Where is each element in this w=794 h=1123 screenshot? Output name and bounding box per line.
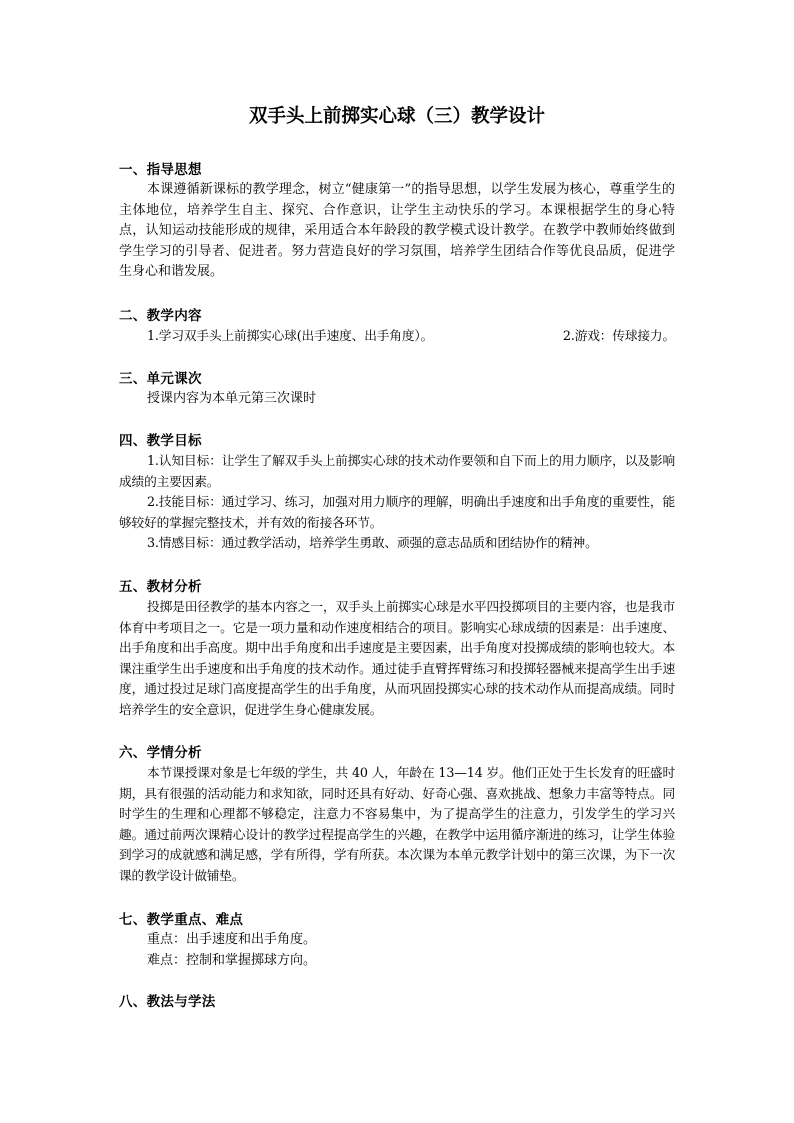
document-title: 双手头上前掷实心球（三）教学设计: [248, 106, 545, 127]
objective-emotional: 3.情感目标：通过教学活动，培养学生勇敢、顽强的意志品质和团结协作的精神。: [147, 535, 598, 550]
section-teaching-objectives: [119, 431, 675, 554]
section-heading: 四、教学目标: [119, 433, 202, 449]
section-line: 授课内容为本单元第三次课时: [147, 391, 317, 406]
section-paragraph: 投掷是田径教学的基本内容之一，双手头上前掷实心球是水平四投掷项目的主要内容，也是我市体育中考项目之一。它是一项力量和动作速度相结合的项目。影响实心球成绩的因素是：出手速度、出手角度和出手高度。期中出手角度和出手速度是主要因素，出手角度对投掷成绩的影响也较大。本课注重学生出手速度和出手角度的技术动作。通过徒手直臂挥臂练习和投掷轻器械来提高学生出手速度，通过投过足球门高度提高学生的出手角度，从而巩固投掷实心球的技术动作从而提高成绩。同时培养学生的安全意识，促进学生身心健康发展。: [119, 599, 675, 717]
section-student-analysis: [119, 743, 675, 886]
section-teaching-content: [119, 306, 675, 347]
section-heading: 六、学情分析: [119, 745, 202, 761]
section-guiding-ideology: [119, 160, 675, 283]
content-items-row: [119, 326, 675, 347]
section-key-points: [119, 910, 675, 971]
section-teaching-methods: [119, 992, 675, 1012]
difficult-point: 难点：控制和掌握掷球方向。: [147, 952, 317, 968]
section-paragraph: 本节课授课对象是七年级的学生，共 40 人，年龄在 13—14 岁。他们正处于生长发育的旺盛时期，具有很强的活动能力和求知欲，同时还具有好动、好奇心强、喜欢挑战、想象力丰富等特点。同时学生的生理和心理都不够稳定，注意力不容易集中，为了提高学生的注意力，引发学生的学习兴趣。通过前两次课精心设计的教学过程提高学生的兴趣，在教学中运用循序渐进的练习，让学生体验到学习的成就感和满足感，学有所得，学有所获。本次课为本单元教学计划中的第三次课，为下一次课的教学设计做铺垫。: [119, 765, 675, 883]
content-item: 1.学习双手头上前掷实心球(出手速度、出手角度）。: [147, 328, 434, 343]
section-material-analysis: [119, 577, 675, 720]
content-item: 2.游戏：传球接力。: [562, 328, 675, 343]
objective-skill: 2.技能目标：通过学习、练习，加强对用力顺序的理解，明确出手速度和出手角度的重要性，能够较好的掌握完整技术，并有效的衔接各环节。: [119, 494, 675, 530]
section-paragraph: 本课遵循新课标的教学理念，树立“健康第一”的指导思想，以学生发展为核心，尊重学生的主体地位，培养学生自主、探究、合作意识，让学生主动快乐的学习。本课根据学生的身心特点，认知运动技能形成的规律，采用适合本年龄段的教学模式设计教学。在教学中教师始终做到学生学习的引导者、促进者。努力营造良好的学习氛围，培养学生团结合作等优良品质，促进学生身心和谐发展。: [119, 182, 675, 279]
section-heading: 三、单元课次: [119, 371, 202, 387]
section-unit-lesson: [119, 369, 675, 410]
section-heading: 七、教学重点、难点: [119, 912, 244, 928]
section-heading: 八、教法与学法: [119, 994, 216, 1010]
objective-cognitive: 1.认知目标：让学生了解双手头上前掷实心球的技术动作要领和自下而上的用力顺序，以及影响成绩的主要因素。: [119, 453, 675, 489]
section-heading: 二、教学内容: [119, 308, 202, 324]
section-heading: 一、指导思想: [119, 162, 202, 178]
section-heading: 五、教材分析: [119, 579, 202, 595]
key-point: 重点：出手速度和出手角度。: [147, 932, 317, 947]
